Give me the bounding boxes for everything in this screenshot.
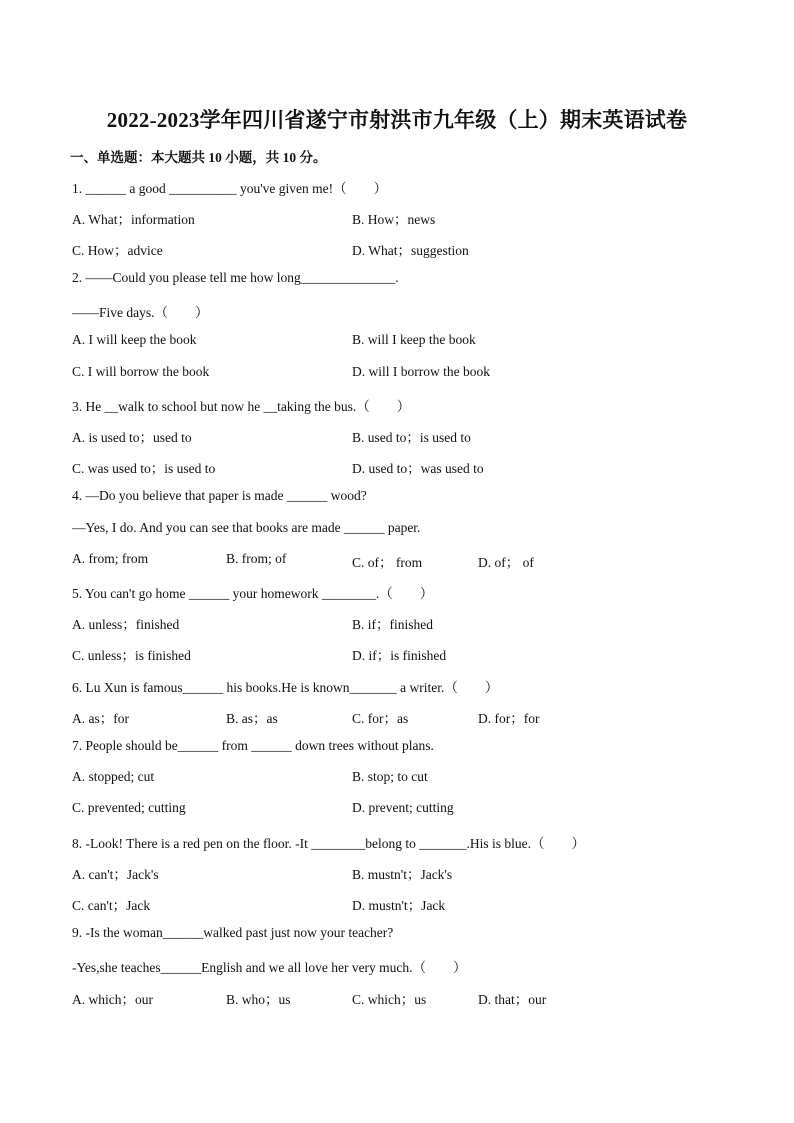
question-4-stem: 4. —Do you believe that paper is made ______ wood? — [72, 488, 367, 503]
q3-option-b: B. used to；is used to — [352, 430, 471, 445]
question-9-stem-line2: -Yes,she teaches______English and we all love her very much.（ ） — [72, 960, 467, 975]
q9-option-c: C. which；us — [352, 992, 427, 1007]
question-6-stem: 6. Lu Xun is famous______ his books.He is known_______ a writer.（ ） — [72, 680, 499, 695]
q5-option-b: B. if；finished — [352, 617, 433, 632]
question-4-stem-line2: —Yes, I do. And you can see that books are made ______ paper. — [72, 520, 421, 535]
q9-option-b: B. who；us — [226, 992, 291, 1007]
q6-option-c: C. for；as — [352, 711, 409, 726]
q9-option-d: D. that；our — [478, 992, 547, 1007]
question-5-stem: 5. You can't go home ______ your homework ________.（ ） — [72, 586, 434, 601]
q6-option-b: B. as；as — [226, 711, 278, 726]
q3-option-a: A. is used to；used to — [72, 430, 192, 445]
q2-option-b: B. will I keep the book — [352, 332, 476, 347]
q8-option-b: B. mustn't；Jack's — [352, 867, 453, 882]
q4-option-a: A. from; from — [72, 551, 149, 566]
q8-option-a: A. can't；Jack's — [72, 867, 159, 882]
question-3-stem: 3. He __walk to school but now he __taking the bus.（ ） — [72, 399, 411, 414]
q5-option-a: A. unless；finished — [72, 617, 180, 632]
q5-option-c: C. unless；is finished — [72, 648, 191, 663]
q3-option-c: C. was used to；is used to — [72, 461, 216, 476]
q2-option-d: D. will I borrow the book — [352, 364, 490, 379]
q7-option-c: C. prevented; cutting — [72, 800, 186, 815]
q4-option-c: C. of； from — [352, 555, 423, 570]
q4-option-b: B. from; of — [226, 551, 287, 566]
q7-option-a: A. stopped; cut — [72, 769, 155, 784]
q3-option-d: D. used to；was used to — [352, 461, 484, 476]
q1-option-a: A. What；information — [72, 212, 195, 227]
q1-option-c: C. How；advice — [72, 243, 163, 258]
q7-option-d: D. prevent; cutting — [352, 800, 454, 815]
q2-option-a: A. I will keep the book — [72, 332, 197, 347]
q6-option-a: A. as；for — [72, 711, 129, 726]
q2-option-c: C. I will borrow the book — [72, 364, 210, 379]
q7-option-b: B. stop; to cut — [352, 769, 428, 784]
question-1-stem: 1. ______ a good __________ you've given me!（ ） — [72, 181, 388, 196]
page-title: 2022-2023学年四川省遂宁市射洪市九年级（上）期末英语试卷 — [106, 108, 688, 132]
q5-option-d: D. if；is finished — [352, 648, 447, 663]
q8-option-c: C. can't；Jack — [72, 898, 151, 913]
q9-option-a: A. which；our — [72, 992, 153, 1007]
q6-option-d: D. for；for — [478, 711, 540, 726]
section-heading: 一、单选题：本大题共 10 小题，共 10 分。 — [70, 150, 327, 165]
question-2-stem: 2. ——Could you please tell me how long______________. — [72, 270, 399, 285]
question-9-stem: 9. -Is the woman______walked past just now your teacher? — [72, 925, 394, 940]
question-8-stem: 8. -Look! There is a red pen on the floor. -It ________belong to _______.His is blue.（ ） — [72, 836, 586, 851]
q1-option-b: B. How；news — [352, 212, 436, 227]
q4-option-d: D. of； of — [478, 555, 534, 570]
question-2-stem-line2: ——Five days.（ ） — [72, 305, 209, 320]
q8-option-d: D. mustn't；Jack — [352, 898, 446, 913]
question-7-stem: 7. People should be______ from ______ down trees without plans. — [72, 738, 434, 753]
q1-option-d: D. What；suggestion — [352, 243, 469, 258]
